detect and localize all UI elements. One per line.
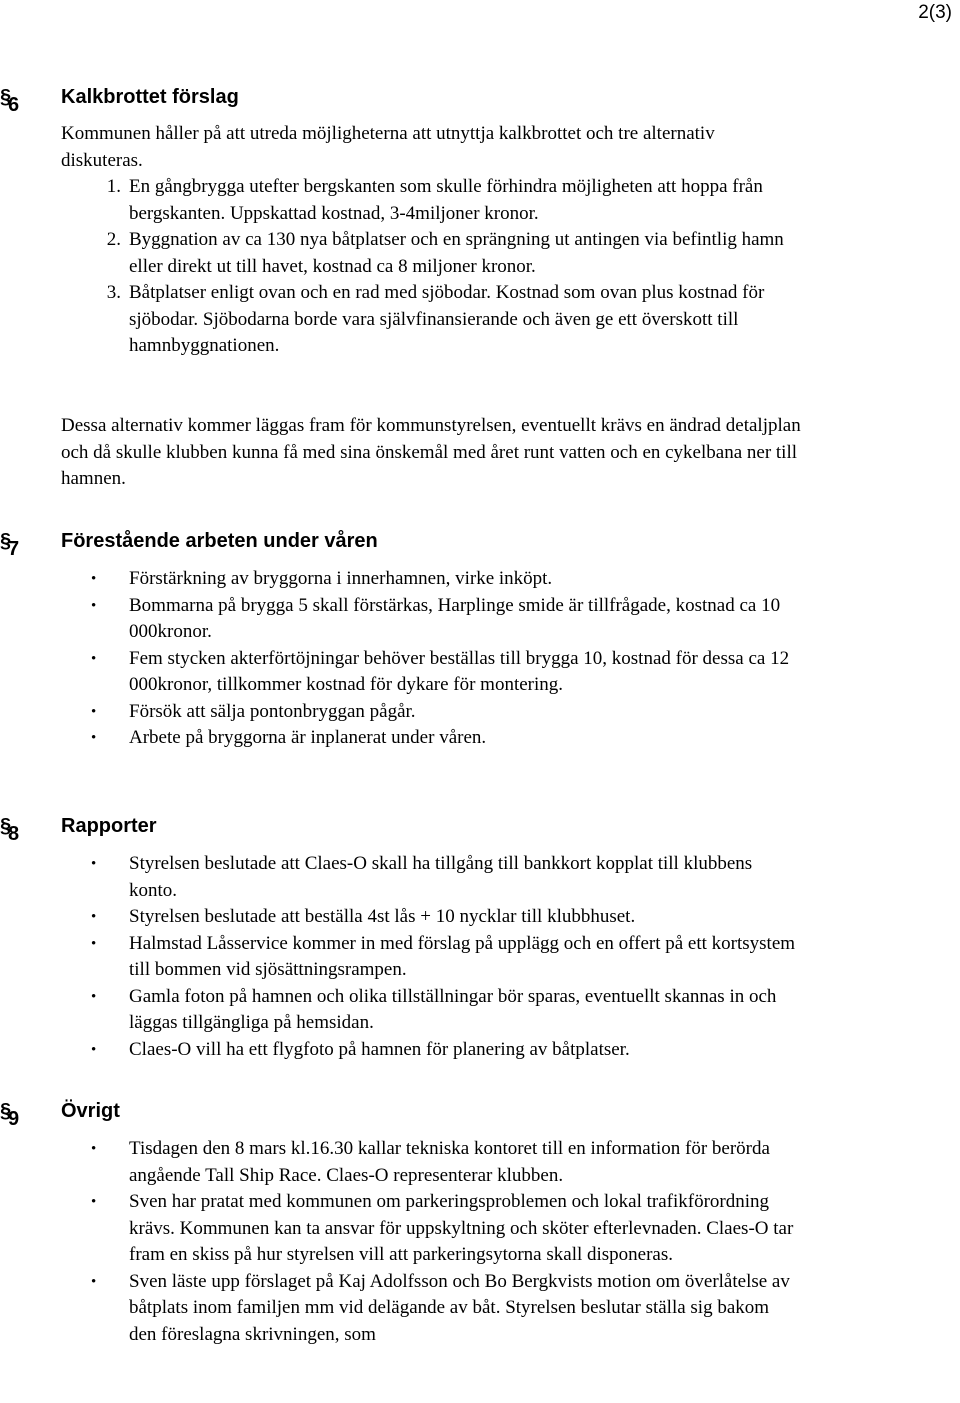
bullet-icon: • [91, 988, 97, 1005]
list-item [61, 566, 801, 593]
list-item [61, 851, 801, 904]
list-item-text: Byggnation av ca 130 nya båtplatser och en sprängning ut antingen via befintlig hamn eller direkt ut till havet, kostnad ca 8 miljoner kronor. [129, 229, 784, 277]
list-item-text: Gamla foton på hamnen och olika tillställningar bör sparas, eventuellt skannas in och läggas tillgängliga på hemsidan. [129, 985, 777, 1033]
list-number: 1. [106, 176, 121, 197]
list-item [61, 699, 801, 726]
list-number: 2. [106, 229, 121, 250]
list-item [61, 174, 801, 227]
list-item [61, 984, 801, 1037]
list-item-text: Claes-O vill ha ett flygfoto på hamnen för planering av båtplatser. [129, 1038, 630, 1060]
section-symbol: § [0, 815, 12, 837]
list-item [61, 1037, 801, 1064]
list-item-text: Båtplatser enligt ovan och en rad med sjöbodar. Kostnad som ovan plus kostnad för sjöbodar. Sjöbodarna borde vara självfinansierande och även ge ett överskott till hamnbyggnationen. [129, 282, 765, 356]
section-number: 9 [8, 1108, 20, 1130]
bullet-icon: • [91, 571, 97, 587]
section-title: Kalkbrottet förslag [61, 86, 239, 108]
list-number: 3. [106, 282, 121, 303]
section-title: Förestående arbeten under våren [61, 530, 378, 552]
list-item-text: Styrelsen beslutade att beställa 4st lås + 10 nycklar till klubbhuset. [129, 906, 636, 927]
section-number: 6 [8, 94, 20, 116]
bullet-icon: • [91, 597, 97, 614]
list-item-text: Styrelsen beslutade att Claes-O skall ha tillgång till bankkort kopplat till klubbens konto. [129, 853, 753, 901]
page-number: 2(3) [918, 2, 952, 23]
list-item-text: Tisdagen den 8 mars kl.16.30 kallar tekniska kontoret till en information för berörda angående Tall Ship Race. Claes-O representerar klubben. [129, 1138, 770, 1186]
list-item-text: Försök att sälja pontonbryggan pågår. [129, 700, 416, 722]
section-9-list [61, 1136, 801, 1348]
bullet-icon: • [91, 1273, 97, 1290]
bullet-icon: • [91, 650, 97, 667]
list-item-text: Arbete på bryggorna är inplanerat under våren. [129, 727, 487, 748]
bullet-icon: • [91, 1041, 97, 1058]
list-item-text: Fem stycken akterförtöjningar behöver beställas till brygga 10, kostnad för dessa ca 12 000kronor, tillkommer kostnad för dykare för montering. [129, 647, 790, 695]
list-item-text: En gångbrygga utefter bergskanten som skulle förhindra möjligheten att hoppa från bergskanten. Uppskattad kostnad, 3-4miljoner kronor. [129, 176, 763, 224]
list-item [61, 931, 801, 984]
bullet-icon: • [91, 909, 97, 925]
list-item [61, 593, 801, 646]
section-number: 7 [8, 538, 20, 560]
section-6-closing: Dessa alternativ kommer läggas fram för kommunstyrelsen, eventuellt krävs en ändrad detaljplan och då skulle klubben kunna få med sina önskemål med året runt vatten och en cykelbana ner till hamnen. [61, 415, 801, 489]
list-item-text: Sven läste upp förslaget på Kaj Adolfsson och Bo Bergkvists motion om överlåtelse av båtplats inom familjen mm vid delägande av båt. Styrelsen beslutar ställa sig bakom den föreslagna skrivningen, som [129, 1270, 790, 1345]
list-item [61, 280, 801, 360]
section-symbol: § [0, 1100, 12, 1122]
list-item-text: Halmstad Låsservice kommer in med förslag på upplägg och en offert på ett kortsystem till bommen vid sjösättningsrampen. [129, 932, 796, 980]
list-item [61, 1189, 801, 1269]
list-item-text: Bommarna på brygga 5 skall förstärkas, Harplinge smide är tillfrågade, kostnad ca 10 000kronor. [129, 594, 781, 642]
bullet-icon: • [91, 730, 97, 746]
list-item-text: Förstärkning av bryggorna i innerhamnen, virke inköpt. [129, 568, 553, 589]
section-8-list [61, 851, 801, 1063]
section-number: 8 [8, 823, 20, 845]
list-item [61, 1269, 801, 1349]
list-item [61, 725, 801, 752]
section-6-intro: Kommunen håller på att utreda möjligheterna att utnyttja kalkbrottet och tre alternativ diskuteras. [61, 123, 715, 171]
section-6-list [61, 174, 801, 360]
bullet-icon: • [91, 856, 97, 872]
list-item [61, 227, 801, 280]
section-symbol: § [0, 530, 12, 552]
bullet-icon: • [91, 935, 97, 952]
section-title: Rapporter [61, 815, 157, 837]
list-item [61, 646, 801, 699]
section-symbol: § [0, 86, 12, 108]
list-item [61, 1136, 801, 1189]
section-7-list [61, 566, 801, 752]
section-title: Övrigt [61, 1100, 120, 1122]
list-item [61, 904, 801, 931]
list-item-text: Sven har pratat med kommunen om parkeringsproblemen och lokal trafikförordning krävs. Kommunen kan ta ansvar för uppskyltning och sköter efterlevnaden. Claes-O tar fram en skiss på hur styrelsen vill att parkeringsytorna skall disponeras. [129, 1191, 794, 1265]
bullet-icon: • [91, 703, 97, 720]
bullet-icon: • [91, 1194, 97, 1210]
bullet-icon: • [91, 1141, 97, 1157]
